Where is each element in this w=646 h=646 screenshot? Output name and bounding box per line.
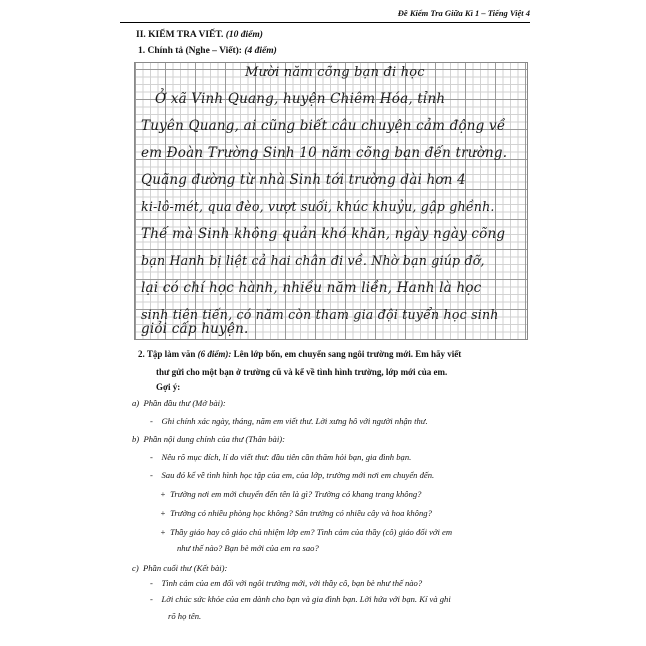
section-title-text: II. KIỂM TRA VIẾT.	[136, 30, 224, 40]
handwriting-grid	[134, 62, 528, 340]
dictation-line: em Đoàn Trường Sinh 10 năm cõng bạn đến trường.	[141, 145, 508, 161]
section-points: (10 điểm)	[225, 30, 263, 40]
outline-marker: b)	[132, 434, 140, 444]
outline-marker: a)	[132, 398, 140, 408]
outline-marker: -	[150, 594, 153, 604]
outline-marker: +	[160, 527, 166, 537]
item1-title	[138, 46, 277, 56]
outline-text: Tình cảm của em đối với ngôi trường mới, với thầy cô, bạn bè như thế nào?	[161, 578, 423, 588]
outline-marker: -	[150, 578, 153, 588]
outline-marker: +	[160, 489, 166, 499]
item2-label: 2. Tập làm văn	[138, 349, 196, 359]
outline-text: Trường nơi em mới chuyển đến tên là gì? Trường có khang trang không?	[170, 489, 422, 499]
document-page	[120, 0, 530, 646]
outline-item	[160, 527, 452, 537]
outline-text: Phần nội dung chính của thư (Thân bài):	[143, 434, 285, 444]
dictation-line: Quãng đường từ nhà Sinh tới trường dài hơn 4	[141, 172, 466, 188]
hint-label: Gợi ý:	[156, 382, 181, 392]
item2-points: (6 điểm):	[197, 349, 232, 359]
item2-text-b: thư gửi cho một bạn ở trường cũ và kể về tình hình trường, lớp mới của em.	[156, 367, 448, 377]
outline-text: rõ họ tên.	[168, 611, 202, 621]
outline-item	[150, 594, 451, 604]
outline-item	[168, 611, 201, 621]
outline-item	[177, 543, 319, 553]
outline-text: Nêu rõ mục đích, lí do viết thư: đầu tiên cần thăm hỏi bạn, gia đình bạn.	[161, 452, 412, 462]
outline-text: Phần cuối thư (Kết bài):	[142, 563, 228, 573]
outline-item	[150, 416, 428, 426]
dictation-line: ki-lô-mét, qua đèo, vượt suối, khúc khuỷu, gập ghềnh.	[141, 199, 495, 214]
outline-item	[132, 434, 285, 444]
item2-prompt	[138, 345, 518, 381]
dictation-line: Thế mà Sinh không quản khó khăn, ngày ngày cõng	[141, 226, 506, 242]
outline-marker: +	[160, 508, 166, 518]
outline-marker: -	[150, 416, 153, 426]
header-rule	[120, 22, 530, 23]
outline-text: như thế nào? Bạn bè mới của em ra sao?	[177, 543, 319, 553]
dictation-line: sinh tiên tiến, có năm còn tham gia đội tuyển học sinh	[141, 307, 499, 322]
dictation-title: Mười năm cõng bạn đi học	[245, 65, 425, 80]
outline-item	[150, 470, 434, 480]
outline-marker: c)	[132, 563, 139, 573]
outline-item	[132, 398, 226, 408]
outline-text: Lời chúc sức khỏe của em dành cho bạn và gia đình bạn. Lời hứa với bạn. Kí và ghi	[161, 594, 451, 604]
running-head: Đề Kiểm Tra Giữa Kì 1 – Tiếng Việt 4	[397, 8, 530, 18]
item2-text-a: Lên lớp bốn, em chuyển sang ngôi trường mới. Em hãy viết	[233, 349, 462, 359]
outline-text: Trường có nhiều phòng học không? Sân trường có nhiều cây và hoa không?	[170, 508, 432, 518]
outline-text: Thầy giáo hay cô giáo chủ nhiệm lớp em? Tình cảm của thầy (cô) giáo đối với em	[170, 527, 453, 537]
dictation-line: giỏi cấp huyện.	[141, 321, 249, 337]
outline-item	[160, 489, 421, 499]
item1-title-text: 1. Chính tả (Nghe – Viết):	[138, 46, 242, 56]
section-title	[136, 30, 263, 40]
dictation-line: lại có chí học hành, nhiều năm liền, Hanh là học	[141, 280, 482, 296]
dictation-line: bạn Hanh bị liệt cả hai chân đi về. Nhờ bạn giúp đỡ,	[141, 253, 485, 268]
dictation-line: Ở xã Vinh Quang, huyện Chiêm Hóa, tỉnh	[155, 91, 446, 107]
outline-item	[150, 578, 422, 588]
outline-text: Sau đó kể về tình hình học tập của em, của lớp, trường mới nơi em chuyển đến.	[161, 470, 435, 480]
outline-text: Phần đầu thư (Mở bài):	[143, 398, 226, 408]
dictation-line: Tuyên Quang, ai cũng biết câu chuyện cảm động về	[141, 118, 506, 134]
outline-item	[132, 563, 227, 573]
outline-item	[150, 452, 411, 462]
outline-text: Ghi chính xác ngày, tháng, năm em viết thư. Lời xưng hô với người nhận thư.	[161, 416, 428, 426]
item1-points: (4 điểm)	[244, 46, 277, 56]
outline-item	[160, 508, 432, 518]
outline-marker: -	[150, 470, 153, 480]
outline-marker: -	[150, 452, 153, 462]
